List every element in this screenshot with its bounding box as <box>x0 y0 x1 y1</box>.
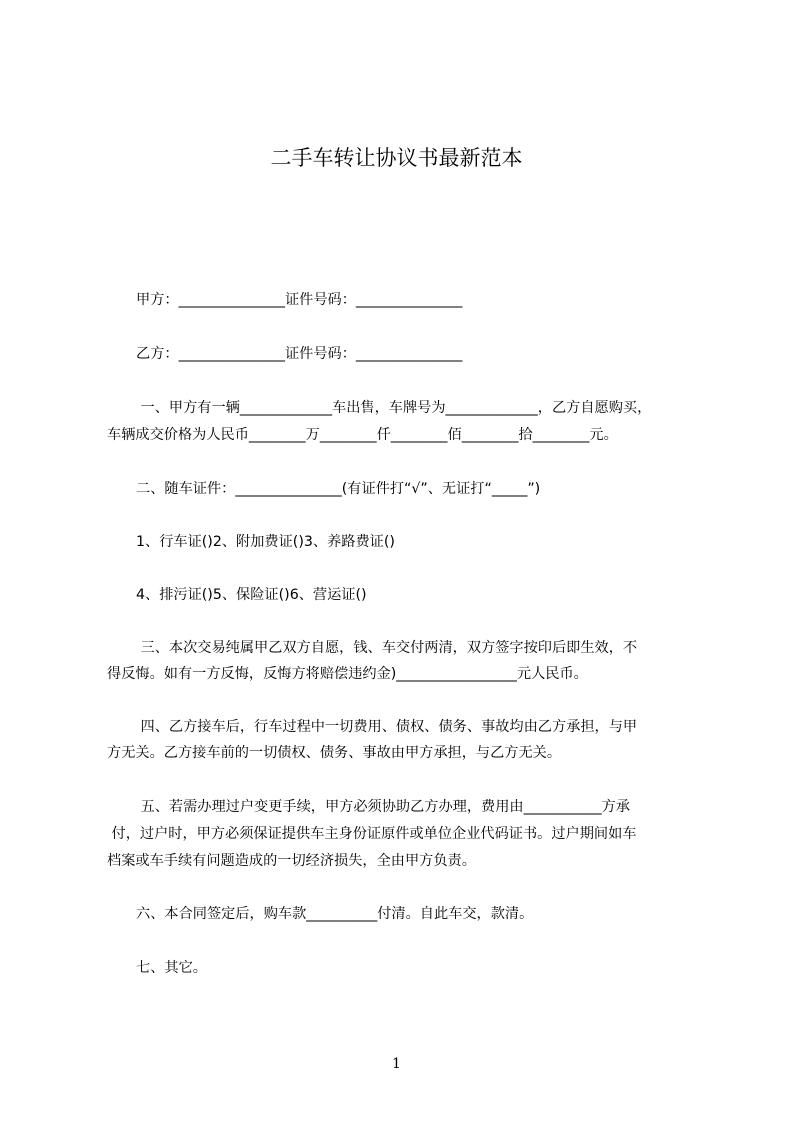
clause-5-line-3: 档案或车手续有问题造成的一切经济损失，全由甲方负责。 <box>107 853 476 869</box>
clause-5-line-1: 五、若需办理过户变更手续，甲方必须协助乙方办理，费用由___________方承 <box>136 799 630 815</box>
clause-1-line-1: 一、甲方有一辆_____________车出售，车牌号为_____________，乙方自愿购买， <box>136 400 652 416</box>
document-title: 二手车转让协议书最新范本 <box>270 146 523 170</box>
clause-5-line-2: 付，过户时，甲方必须保证提供车主身份证原件或单位企业代码证书。过户期间如车 <box>107 826 637 842</box>
clause-4-line-1: 四、乙方接车后，行车过程中一切费用、债权、债务、事故均由乙方承担，与甲 <box>136 719 638 735</box>
clause-7-line: 七、其它。 <box>136 960 207 976</box>
party-a-line: 甲方：_______________证件号码：_______________ <box>136 292 463 308</box>
clause-4-line-2: 方无关。乙方接车前的一切债权、债务、事故由甲方承担，与乙方无关。 <box>107 745 562 761</box>
documents-line-1: 1、行车证()2、附加费证()3、养路费证() <box>136 534 395 550</box>
party-b-line: 乙方：_______________证件号码：_______________ <box>136 346 463 362</box>
clause-3-line-1: 三、本次交易纯属甲乙双方自愿，钱、车交付两清，双方签字按印后即生效，不 <box>136 640 638 656</box>
clause-6-line: 六、本合同签定后，购车款__________付清。自此车交，款清。 <box>136 906 534 922</box>
clause-2-line: 二、随车证件：_______________(有证件打“√”、无证打“_____”) <box>136 481 541 497</box>
documents-line-2: 4、排污证()5、保险证()6、营运证() <box>136 587 367 603</box>
clause-1-line-2: 车辆成交价格为人民币________万________仟________佰________拾________元。 <box>107 427 618 443</box>
page-number: 1 <box>392 1056 401 1072</box>
clause-3-line-2: 得反悔。如有一方反悔，反悔方将赔偿违约金)_________________元人民币。 <box>107 666 588 682</box>
